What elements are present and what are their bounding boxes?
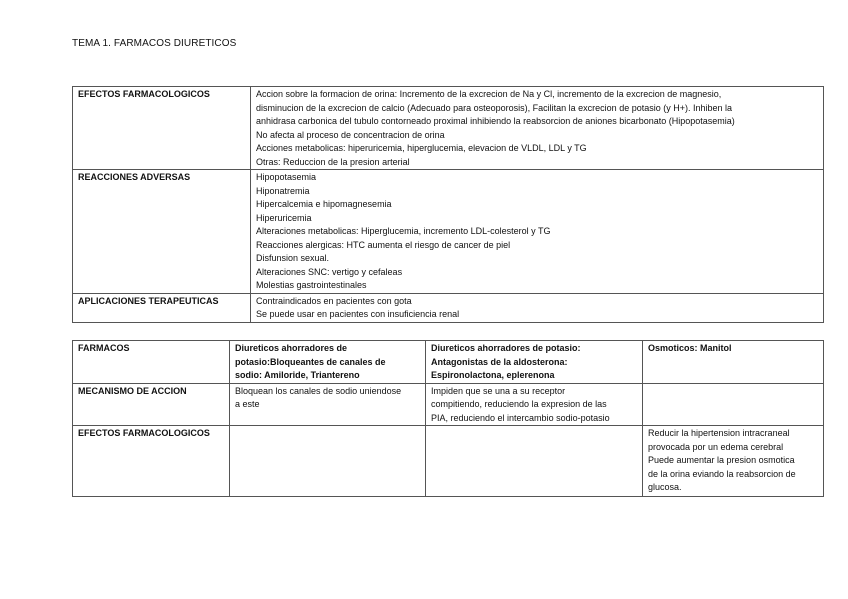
drugs-comparison-table: [72, 340, 824, 497]
cell-text-line: Acciones metabolicas: hiperuricemia, hiperglucemia, elevacion de VLDL, LDL y TG: [256, 143, 587, 153]
cell-mecanismo-col3: [643, 383, 824, 426]
cell-text-line: compitiendo, reduciendo la expresion de las: [431, 399, 607, 409]
row-label: FARMACOS: [73, 341, 230, 384]
cell-header-col3: [643, 341, 824, 384]
cell-text-line: sodio: Amiloride, Triantereno: [235, 370, 360, 380]
drugs-table-body: [73, 341, 824, 497]
cell-text-line: Disfunsion sexual.: [256, 253, 330, 263]
cell-text-line: Diureticos ahorradores de: [235, 343, 348, 353]
cell-mecanismo-col1: [230, 383, 426, 426]
row-label: REACCIONES ADVERSAS: [73, 170, 251, 294]
cell-text-line: Molestias gastrointestinales: [256, 280, 367, 290]
cell-efectos-col1: [230, 426, 426, 497]
table-row: [73, 341, 824, 384]
row-content: [251, 293, 824, 322]
cell-text-line: Bloquean los canales de sodio uniendose: [235, 385, 402, 396]
cell-text-line: de la orina eviando la reabsorcion de: [648, 468, 796, 479]
row-label: EFECTOS FARMACOLOGICOS: [73, 87, 251, 170]
cell-text-line: Espironolactona, eplerenona: [431, 370, 555, 380]
cell-text-line: a este: [235, 399, 260, 409]
table-row: [73, 293, 824, 322]
cell-text-line: Hiponatremia: [256, 185, 310, 196]
row-content: [251, 170, 824, 294]
cell-header-col2: [426, 341, 643, 384]
row-label: MECANISMO DE ACCION: [73, 383, 230, 426]
cell-efectos-col2: [426, 426, 643, 497]
cell-text-line: Se puede usar en pacientes con insuficiencia renal: [256, 309, 460, 319]
cell-text-line: glucosa.: [648, 482, 682, 492]
cell-text-line: Puede aumentar la presion osmotica: [648, 455, 795, 465]
cell-text-line: Contraindicados en pacientes con gota: [256, 295, 412, 306]
cell-efectos-col3: [643, 426, 824, 497]
table-row: [73, 170, 824, 294]
table-row: [73, 87, 824, 170]
cell-text-line: provocada por un edema cerebral: [648, 441, 784, 452]
cell-text-line: anhidrasa carbonica del tubulo contorneado proximal inhibiendo la reabsorcion de aniones bicarbonato (Hipopotasemia): [256, 116, 735, 126]
diuretics-effects-table: [72, 86, 824, 323]
table-row: [73, 383, 824, 426]
table-row: [73, 426, 824, 497]
cell-text-line: Antagonistas de la aldosterona:: [431, 356, 568, 367]
cell-text-line: Reducir la hipertension intracraneal: [648, 428, 790, 438]
cell-text-line: Hipercalcemia e hipomagnesemia: [256, 199, 392, 209]
cell-text-line: PIA, reduciendo el intercambio sodio-potasio: [431, 412, 610, 423]
cell-text-line: No afecta al proceso de concentracion de orina: [256, 129, 445, 140]
cell-text-line: potasio:Bloqueantes de canales de: [235, 356, 386, 367]
cell-header-col1: [230, 341, 426, 384]
page-title: TEMA 1. FARMACOS DIURETICOS: [72, 38, 237, 49]
row-label: APLICACIONES TERAPEUTICAS: [73, 293, 251, 322]
cell-text-line: Otras: Reduccion de la presion arterial: [256, 156, 410, 167]
row-label: EFECTOS FARMACOLOGICOS: [73, 426, 230, 497]
effects-table-body: [73, 87, 824, 323]
cell-text-line: Diureticos ahorradores de potasio:: [431, 343, 581, 353]
cell-text-line: Alteraciones SNC: vertigo y cefaleas: [256, 266, 403, 277]
cell-text-line: Alteraciones metabolicas: Hiperglucemia, incremento LDL-colesterol y TG: [256, 226, 551, 236]
cell-text-line: Impiden que se una a su receptor: [431, 385, 566, 396]
cell-text-line: Reacciones alergicas: HTC aumenta el riesgo de cancer de piel: [256, 239, 511, 250]
cell-text-line: disminucion de la excrecion de calcio (Adecuado para osteoporosis), Facilitan la excrecion de potasio (y H+). Inhiben la: [256, 102, 733, 113]
cell-text-line: Hipopotasemia: [256, 172, 317, 182]
row-content: [251, 87, 824, 170]
cell-text-line: Osmoticos: Manitol: [648, 343, 732, 353]
cell-text-line: Hiperuricemia: [256, 212, 312, 223]
cell-text-line: Accion sobre la formacion de orina: Incremento de la excrecion de Na y Cl, incremento de la excrecion de magnesio,: [256, 89, 722, 99]
cell-mecanismo-col2: [426, 383, 643, 426]
